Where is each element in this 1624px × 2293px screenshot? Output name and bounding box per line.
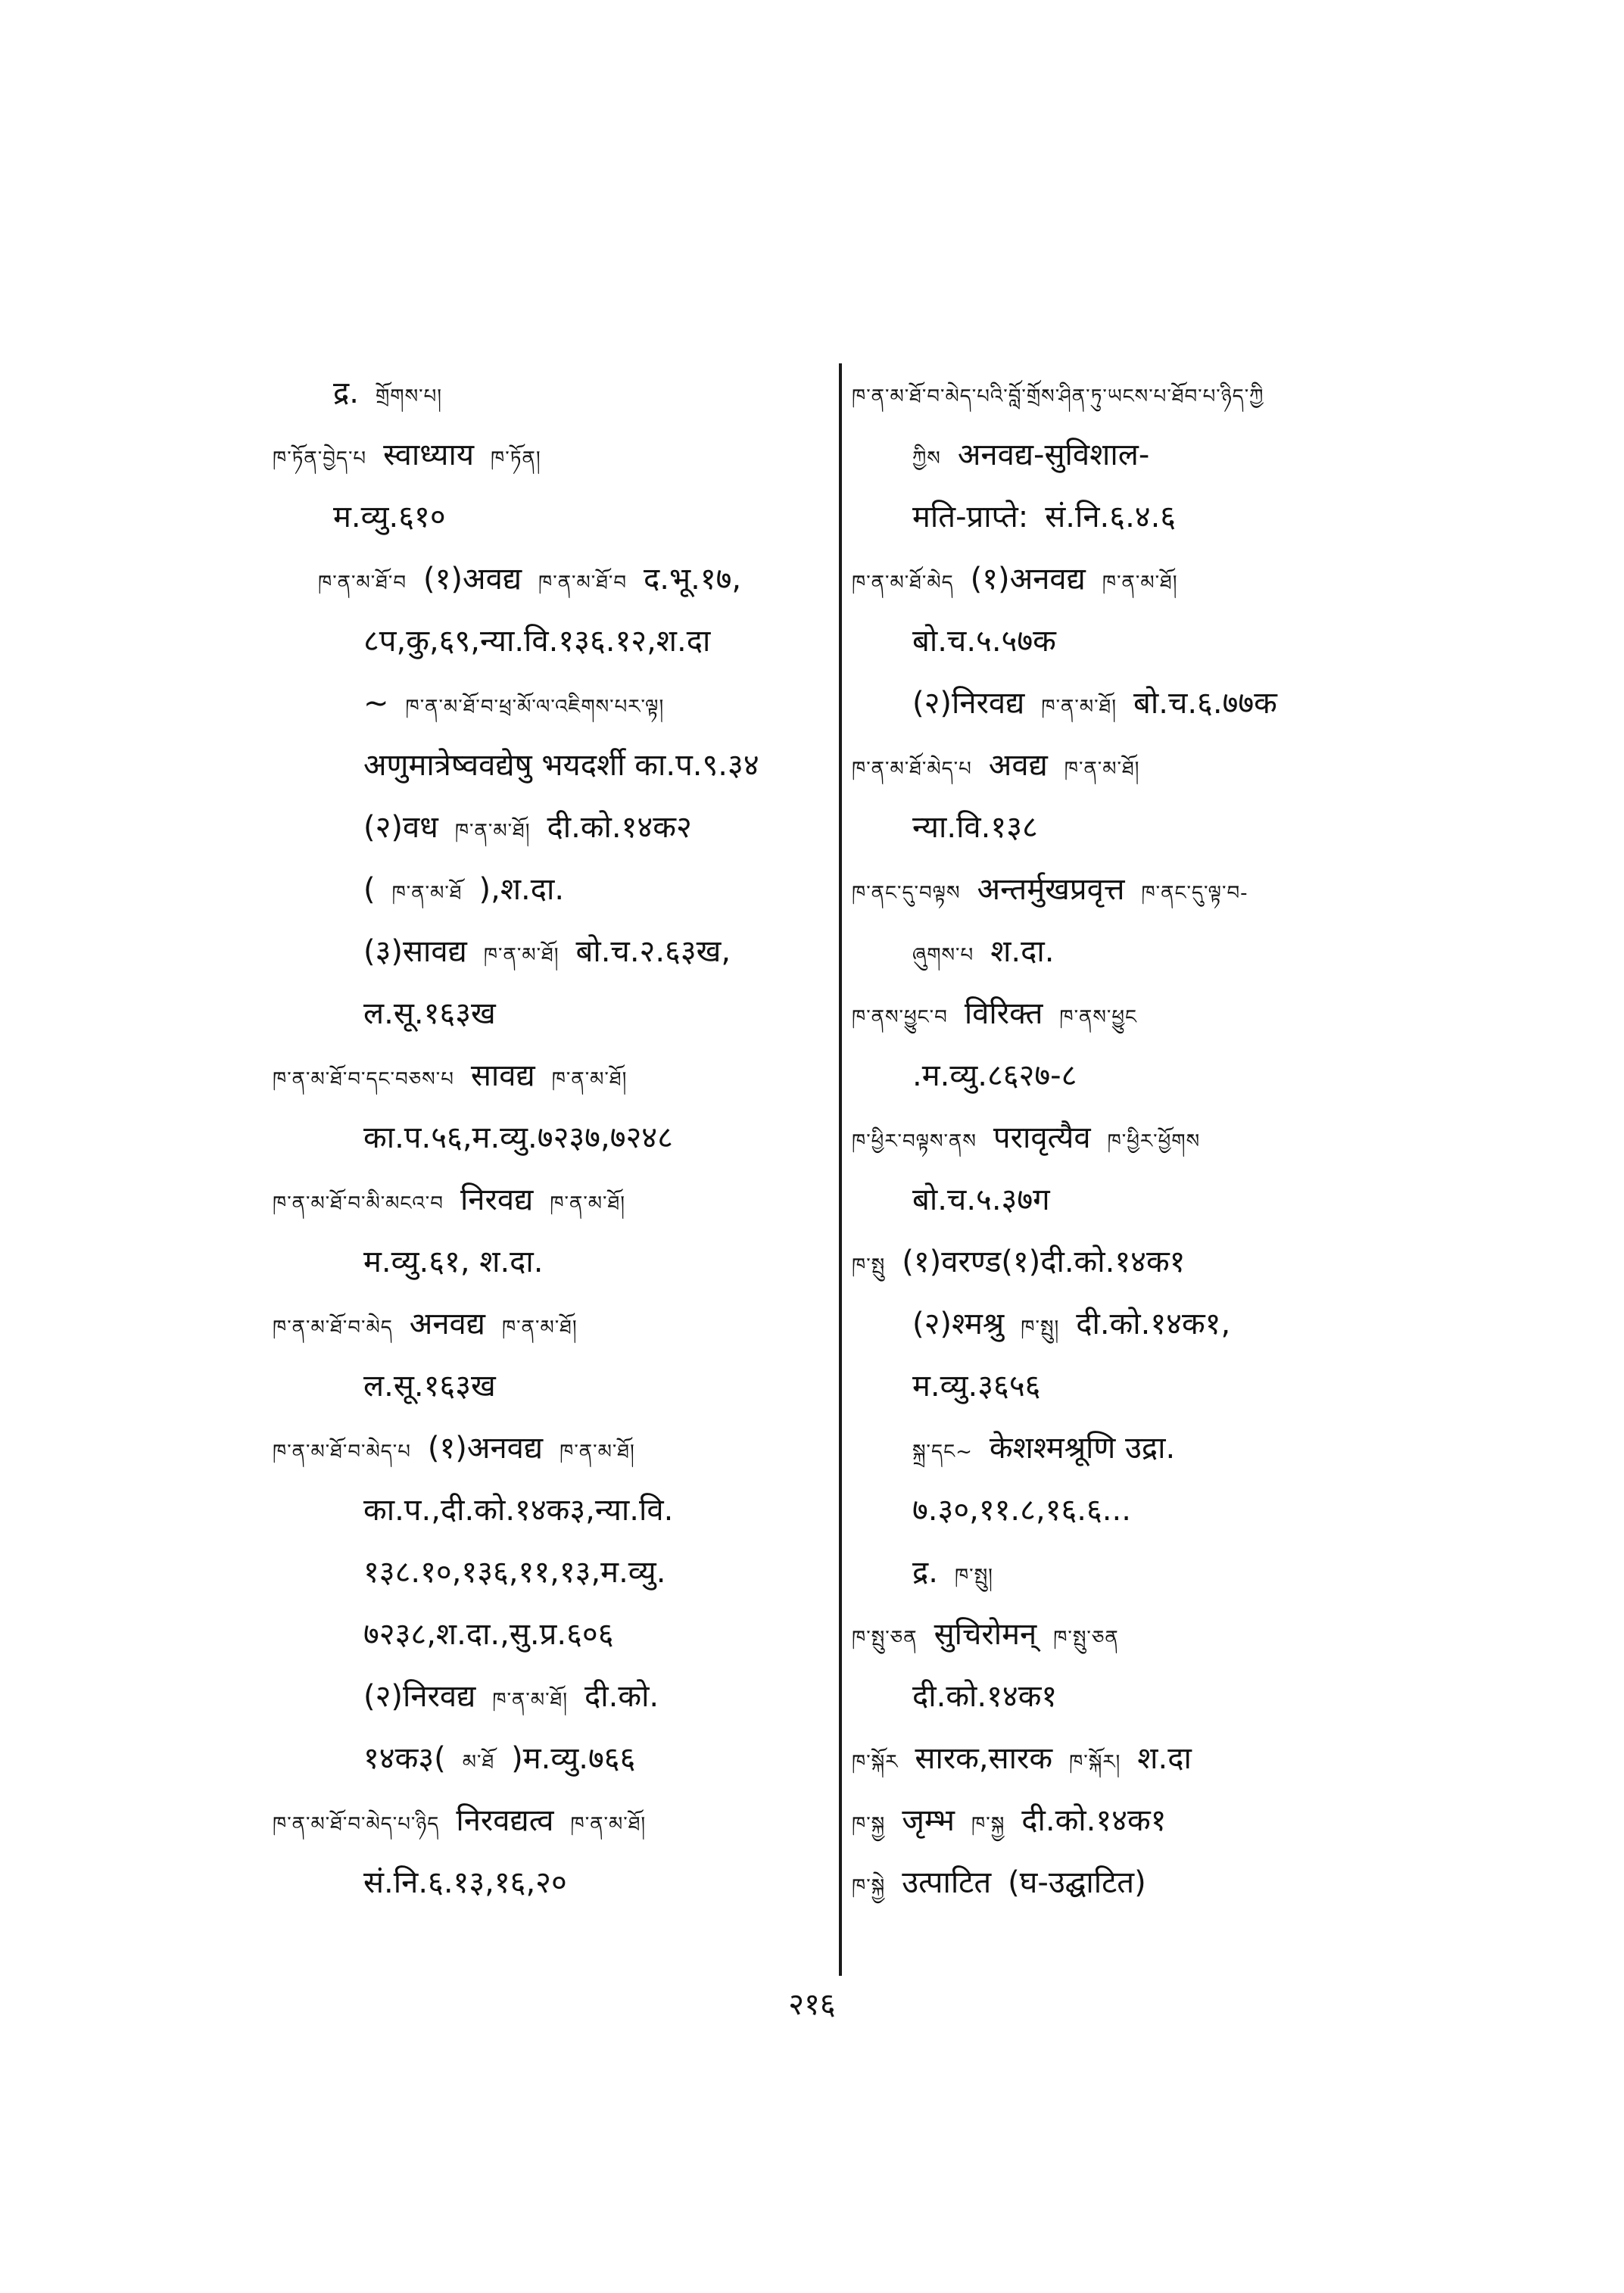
sanskrit-text: दी.को.१४क१	[912, 1679, 1058, 1714]
entry-line	[852, 548, 1457, 610]
entry-line	[273, 1231, 833, 1293]
entry-line	[273, 1790, 833, 1852]
sanskrit-text: परावृत्यैव	[993, 1120, 1091, 1155]
entry-line	[852, 1541, 1457, 1603]
entry-line	[273, 1169, 833, 1231]
sanskrit-text: अन्तर्मुखप्रवृत्त	[977, 872, 1125, 907]
entry-line	[273, 1107, 833, 1169]
sanskrit-text: बो.च.५.३७ग	[912, 1182, 1050, 1217]
sanskrit-text: ७.३०,११.८,१६.६...	[912, 1493, 1131, 1528]
sanskrit-text: सं.नि.६.१३,१६,२०	[363, 1865, 567, 1900]
entry-line	[852, 424, 1457, 486]
sanskrit-text: (२)निरवद्य	[912, 686, 1025, 721]
entry-line	[852, 1790, 1457, 1852]
entry-line	[852, 1231, 1457, 1293]
entry-line	[273, 610, 833, 672]
sanskrit-text: म.व्यु.३६५६	[912, 1369, 1041, 1404]
sanskrit-text: विरिक्त	[964, 996, 1043, 1031]
sanskrit-text: ),श.दा.	[478, 872, 565, 907]
tibetan-text: ཀྱིས	[912, 447, 941, 470]
tibetan-text: ཁ་ན་མ་ཐོ་བ་མེད	[273, 1316, 393, 1339]
sanskrit-text: मति-प्राप्ते:	[912, 500, 1029, 534]
tibetan-text: ཁ་སྤུ།	[954, 1565, 993, 1587]
sanskrit-text: ७२३८,श.दा.,सु.प्र.६०६	[363, 1617, 614, 1652]
page-number: २१६	[788, 1987, 836, 2022]
entry-line	[273, 1417, 833, 1479]
entry-line	[273, 858, 833, 921]
sanskrit-text: (२)श्मश्रु	[912, 1307, 1005, 1341]
sanskrit-text: बो.च.२.६३ख,	[575, 934, 731, 969]
sanskrit-text: अनवद्य-सुविशाल-	[957, 438, 1150, 472]
entry-line	[852, 1603, 1457, 1665]
tibetan-text: ཁ་སྤུ།	[1021, 1316, 1060, 1339]
tibetan-text: ཁ་ནང་དུ་བལྟས	[852, 882, 961, 905]
tibetan-text: ཁ་ཕྱིར་ཕྱོགས	[1107, 1130, 1201, 1153]
entry-line	[273, 1541, 833, 1603]
tibetan-text: ཁ་ན་མ་ཐོ།	[1064, 758, 1140, 780]
sanskrit-text: दी.को.	[584, 1679, 659, 1714]
tibetan-text: ཞུགས་པ	[912, 944, 974, 967]
sanskrit-text: (१)अवद्य	[423, 562, 522, 597]
tibetan-text: ཁ་སྤུ་ཅན	[852, 1627, 918, 1650]
sanskrit-text: श.दा.	[990, 934, 1055, 969]
sanskrit-text: स्वाध्याय	[383, 438, 475, 472]
tibetan-text: ཁ་ན་མ་ཐོ།	[492, 1689, 569, 1712]
sanskrit-text: बो.च.५.५७क	[912, 624, 1056, 659]
tibetan-text: ཁ་ན་མ་ཐོ་བ	[538, 572, 628, 594]
sanskrit-text: ल.सू.१६३ख	[363, 996, 496, 1031]
sanskrit-text: श.दा	[1137, 1741, 1192, 1776]
tibetan-text: ཁ་ན་མ་ཐོ་མེད	[852, 572, 954, 594]
entry-line	[273, 672, 833, 734]
sanskrit-text: (३)सावद्य	[363, 934, 467, 969]
entry-line	[852, 983, 1457, 1045]
tibetan-text: ཁ་ན་མ་ཐོ་བ་མེད་པ་ཉིད	[273, 1813, 440, 1836]
tibetan-text: ཁ་ཏོན་བྱེད་པ	[273, 447, 367, 470]
entry-line	[852, 734, 1457, 796]
tibetan-text: ཁ་ན་མ་ཐོ་བ་ཕྲ་མོ་ལ་འཇིགས་པར་ལྟ།	[405, 696, 665, 718]
entry-line	[273, 983, 833, 1045]
sanskrit-text: दी.को.१४क१,	[1076, 1307, 1231, 1341]
tibetan-text: ཁ་ན་མ་ཐོ།	[483, 944, 560, 967]
tibetan-text: ཁ་སྐོར།	[1069, 1751, 1121, 1774]
entry-line	[273, 921, 833, 983]
sanskrit-text: )म.व्यु.७६६	[511, 1741, 636, 1776]
sanskrit-text: (१)अनवद्य	[427, 1431, 544, 1466]
entry-line	[852, 362, 1457, 424]
entry-line	[852, 1355, 1457, 1417]
entry-line	[852, 858, 1457, 921]
tibetan-text: ཁ་སྤུ	[852, 1254, 886, 1277]
tibetan-text: ཁ་ན་མ་ཐོ།	[551, 1068, 628, 1091]
sanskrit-text: (	[363, 872, 376, 907]
sanskrit-text: (२)वध	[363, 810, 438, 845]
sanskrit-text: का.प.५६,म.व्यु.७२३७,७२४८	[363, 1120, 673, 1155]
entry-line	[273, 1665, 833, 1728]
tibetan-text: ཁ་ན་མ་ཐོ་བ་མི་མངའ་བ	[273, 1192, 444, 1215]
tibetan-text: སྐྲ་དང~	[912, 1441, 973, 1463]
sanskrit-text: म.व्यु.६१, श.दा.	[363, 1245, 544, 1279]
left-column	[273, 362, 833, 1914]
entry-line	[273, 1728, 833, 1790]
tibetan-text: ཁ་ན་མ་ཐོ།	[560, 1441, 635, 1463]
tibetan-text: ཁ་ན་མ་ཐོ་བ་མེད་པའི་བློ་གྲོས་ཤིན་ཏུ་ཡངས་པ་ཐོབ་པ་ཉིད་ཀྱི	[852, 385, 1264, 408]
right-column	[852, 362, 1457, 1914]
tibetan-text: ཁ་ནང་དུ་ལྟ་བ-	[1141, 882, 1248, 905]
sanskrit-text: निरवद्यत्व	[456, 1803, 554, 1838]
entry-line	[852, 1665, 1457, 1728]
sanskrit-text: .म.व्यु.८६२७-८	[912, 1058, 1077, 1093]
tibetan-text: ཁ་ན་མ་ཐོ།	[1041, 696, 1117, 718]
sanskrit-text: म.व्यु.६१०	[333, 500, 446, 534]
tibetan-text: ཁ་ན་མ་ཐོ་བ་མེད་པ	[273, 1441, 411, 1463]
entry-line	[852, 921, 1457, 983]
sanskrit-text: दी.को.१४क२	[547, 810, 692, 845]
tibetan-text: ཁ་ན་མ་ཐོ་བ་དང་བཅས་པ	[273, 1068, 454, 1091]
sanskrit-text: न्या.वि.१३८	[912, 810, 1038, 845]
tibetan-text: ཁ་ནས་ཕྱུང	[1059, 1006, 1138, 1029]
tibetan-text: ཁ་ན་མ་ཐོ།	[570, 1813, 647, 1836]
entry-line	[852, 1293, 1457, 1355]
tibetan-text: ཁ་ན་མ་ཐོ	[391, 882, 463, 905]
sanskrit-text: ~	[363, 686, 389, 721]
sanskrit-text: जृम्भ	[902, 1803, 955, 1838]
column-divider	[839, 363, 842, 1976]
entry-line	[852, 610, 1457, 672]
entry-line	[852, 1852, 1457, 1914]
tibetan-text: ཁ་ན་མ་ཐོ་མེད་པ	[852, 758, 972, 780]
entry-line	[273, 548, 833, 610]
sanskrit-text: सावद्य	[470, 1058, 535, 1093]
tibetan-text: ཁ་ནས་ཕྱུང་བ	[852, 1006, 948, 1029]
tibetan-text: ཁ་ན་མ་ཐོ་བ	[318, 572, 407, 594]
tibetan-text: ཁ་སྐྱ	[971, 1813, 1005, 1836]
tibetan-text: མ་ཐོ	[462, 1751, 495, 1774]
entry-line	[273, 1852, 833, 1914]
tibetan-text: ཁ་སྐོར	[852, 1751, 899, 1774]
sanskrit-text: अणुमात्रेष्ववद्येषु भयदर्शी का.प.९.३४	[363, 748, 759, 783]
entry-line	[273, 1045, 833, 1107]
tibetan-text: ཁ་ན་མ་ཐོ།	[550, 1192, 625, 1215]
tibetan-text: ཁ་ཕྱིར་བལྟས་ནས	[852, 1130, 977, 1153]
sanskrit-text: १४क३(	[363, 1741, 446, 1776]
entry-line	[273, 734, 833, 796]
entry-line	[273, 424, 833, 486]
entry-line	[852, 672, 1457, 734]
entry-line	[852, 796, 1457, 858]
sanskrit-text: अनवद्य	[409, 1307, 485, 1341]
sanskrit-text: द्र.	[912, 1555, 938, 1590]
tibetan-text: ཁ་སྐྱ	[852, 1813, 886, 1836]
sanskrit-text: निरवद्य	[460, 1182, 534, 1217]
entry-line	[273, 1355, 833, 1417]
entry-line	[852, 1045, 1457, 1107]
entry-line	[273, 1293, 833, 1355]
entry-line	[852, 1169, 1457, 1231]
sanskrit-text: सारक,सारक	[915, 1741, 1053, 1776]
entry-line	[852, 1417, 1457, 1479]
sanskrit-text: द.भू.१७,	[644, 562, 742, 597]
entry-line	[273, 796, 833, 858]
entry-line	[852, 486, 1457, 548]
entry-line	[852, 1107, 1457, 1169]
entry-line	[273, 486, 833, 548]
sanskrit-text: का.प.,दी.को.१४क३,न्या.वि.	[363, 1493, 674, 1528]
entry-line	[273, 1479, 833, 1541]
tibetan-text: ཁ་ན་མ་ཐོ།	[501, 1316, 578, 1339]
entry-line	[273, 362, 833, 424]
sanskrit-text: सं.नि.६.४.६	[1045, 500, 1177, 534]
sanskrit-text: बो.च.६.७७क	[1133, 686, 1277, 721]
sanskrit-text: केशश्मश्रूणि उद्रा.	[989, 1431, 1176, 1466]
sanskrit-text: (२)निरवद्य	[363, 1679, 476, 1714]
tibetan-text: གྲོགས་པ།	[375, 385, 443, 408]
sanskrit-text: १३८.१०,१३६,११,१३,म.व्यु.	[363, 1555, 666, 1590]
entry-line	[273, 1603, 833, 1665]
sanskrit-text: अवद्य	[988, 748, 1048, 783]
sanskrit-text: ल.सू.१६३ख	[363, 1369, 496, 1404]
sanskrit-text: द्र.	[333, 375, 359, 410]
sanskrit-text: (१)वरण्ड(१)दी.को.१४क१	[902, 1245, 1186, 1279]
sanskrit-text: उत्पाटित	[902, 1865, 992, 1900]
tibetan-text: ཁ་སྐྱེ	[852, 1875, 886, 1898]
sanskrit-text: दी.को.१४क१	[1021, 1803, 1167, 1838]
sanskrit-text: सुचिरोमन्	[934, 1617, 1037, 1652]
entry-line	[852, 1479, 1457, 1541]
sanskrit-text: (घ-उद्घाटित)	[1008, 1865, 1146, 1900]
tibetan-text: ཁ་སྤུ་ཅན	[1053, 1627, 1119, 1650]
tibetan-text: ཁ་ན་མ་ཐོ།	[1102, 572, 1178, 594]
tibetan-text: ཁ་ཏོན།	[491, 447, 541, 470]
sanskrit-text: (१)अनवद्य	[970, 562, 1086, 597]
tibetan-text: ཁ་ན་མ་ཐོ།	[454, 820, 531, 843]
entry-line	[852, 1728, 1457, 1790]
sanskrit-text: ८प,कु,६९,न्या.वि.१३६.१२,श.दा	[363, 624, 711, 659]
